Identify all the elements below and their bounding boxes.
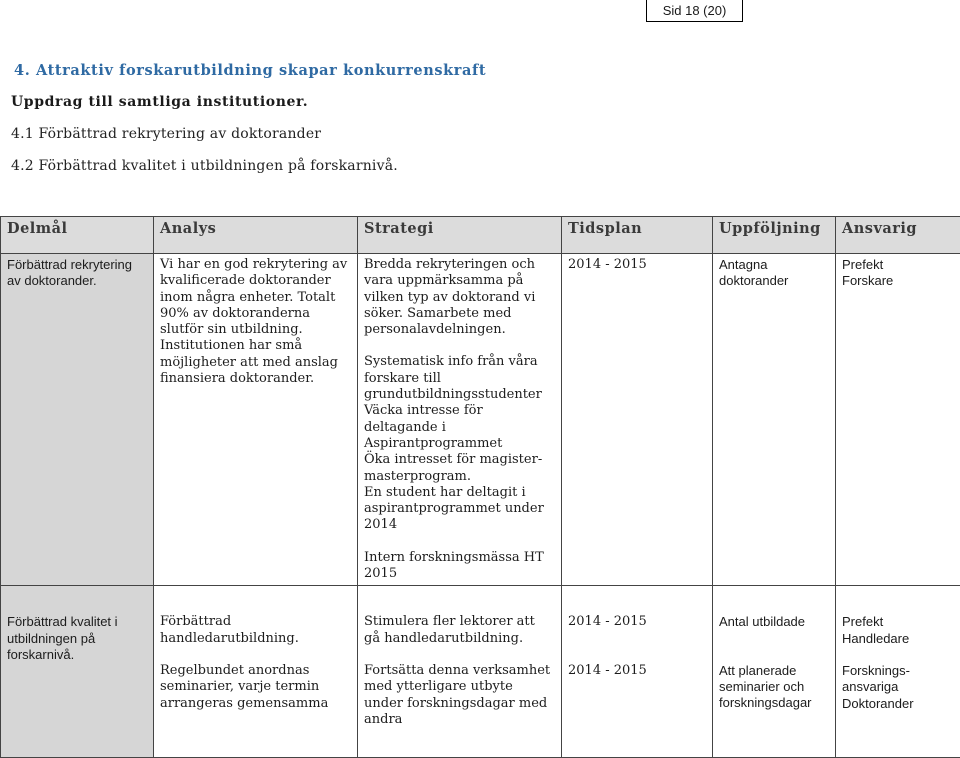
table-row	[1, 586, 960, 758]
uppfoljning-text: Antagna doktorander	[719, 257, 829, 290]
header-ansvarig: Ansvarig	[836, 217, 960, 254]
ansvarig-cell	[836, 586, 960, 758]
section-heading: 4. Attraktiv forskarutbildning skapar konkurrenskraft	[14, 62, 486, 79]
strategi-text: Väcka intresse för deltagande i Aspirantprogrammet	[364, 403, 555, 452]
goal-4-1: 4.1 Förbättrad rekrytering av doktorander	[11, 126, 321, 142]
ansvarig-text: ansvariga	[842, 679, 954, 695]
analys-text: Institutionen har små möjligheter att med anslag finansiera doktorander.	[160, 338, 351, 387]
strategi-text: Bredda rekryteringen och vara uppmärksamma på vilken typ av doktorand vi söker. Samarbete med personalavdelningen.	[364, 257, 555, 338]
uppfoljning-cell	[713, 586, 836, 758]
tidsplan-text: 2014 - 2015	[568, 663, 706, 679]
uppfoljning-cell	[713, 254, 836, 586]
ansvarig-text: Prefekt	[842, 257, 954, 273]
table-header-row	[1, 217, 960, 254]
page-number: Sid 18 (20)	[646, 0, 743, 22]
analys-cell	[154, 586, 358, 758]
strategi-text: Fortsätta denna verksamhet med ytterligare utbyte under forskningsdagar med andra	[364, 663, 555, 728]
strategi-text: Stimulera fler lektorer att gå handledarutbildning.	[364, 614, 555, 647]
delmal-cell: Förbättrad kvalitet i utbildningen på forskarnivå.	[1, 586, 154, 758]
strategi-text: Intern forskningsmässa HT 2015	[364, 550, 555, 583]
analys-text: Vi har en god rekrytering av kvalificerade doktorander inom några enheter. Totalt 90% av doktoranderna slutför sin utbildning.	[160, 257, 351, 338]
header-tidsplan: Tidsplan	[562, 217, 713, 254]
strategi-text: Öka intresset för magister-masterprogram.	[364, 452, 555, 485]
tidsplan-cell	[562, 586, 713, 758]
ansvarig-text: Prefekt	[842, 614, 954, 630]
uppfoljning-text: Antal utbildade	[719, 614, 829, 630]
header-uppfoljning: Uppföljning	[713, 217, 836, 254]
uppfoljning-text: Att planerade seminarier och forskningsdagar	[719, 663, 829, 712]
action-plan-table	[0, 216, 960, 758]
goal-4-2: 4.2 Förbättrad kvalitet i utbildningen på forskarnivå.	[11, 158, 398, 174]
strategi-cell	[358, 586, 562, 758]
analys-cell	[154, 254, 358, 586]
table-row	[1, 254, 960, 586]
strategi-text: En student har deltagit i aspirantprogrammet under 2014	[364, 485, 555, 534]
ansvarig-text: Forsknings-	[842, 663, 954, 679]
header-delmal: Delmål	[1, 217, 154, 254]
subheading: Uppdrag till samtliga institutioner.	[11, 94, 308, 110]
header-strategi: Strategi	[358, 217, 562, 254]
ansvarig-text: Forskare	[842, 273, 954, 289]
header-analys: Analys	[154, 217, 358, 254]
analys-text: Förbättrad handledarutbildning.	[160, 614, 351, 647]
analys-text: Regelbundet anordnas seminarier, varje termin arrangeras gemensamma	[160, 663, 351, 712]
ansvarig-text: Handledare	[842, 631, 954, 647]
tidsplan-text: 2014 - 2015	[568, 257, 706, 273]
tidsplan-cell	[562, 254, 713, 586]
ansvarig-cell	[836, 254, 960, 586]
strategi-text: Systematisk info från våra forskare till grundutbildningsstudenter	[364, 354, 555, 403]
ansvarig-text: Doktorander	[842, 696, 954, 712]
delmal-cell: Förbättrad rekrytering av doktorander.	[1, 254, 154, 586]
strategi-cell	[358, 254, 562, 586]
tidsplan-text: 2014 - 2015	[568, 614, 706, 630]
